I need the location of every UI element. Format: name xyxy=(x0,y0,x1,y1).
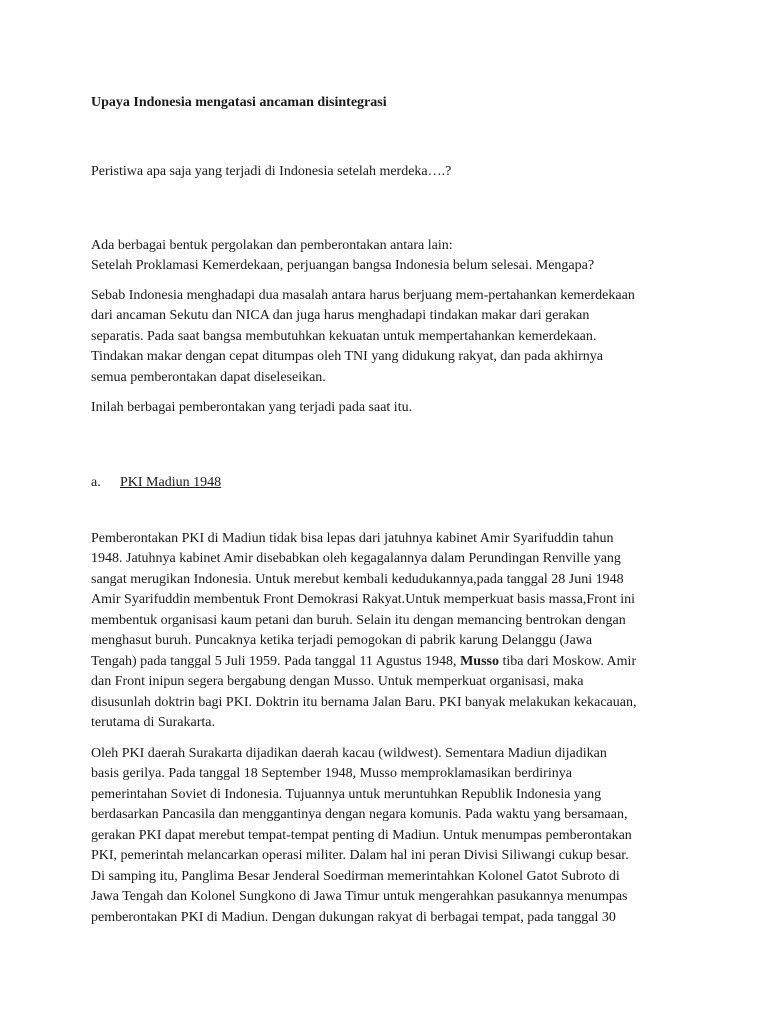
text-line: Sebab Indonesia menghadapi dua masalah antara harus berjuang mem-pertahankan kemerdekaan xyxy=(91,287,635,303)
text-line: disusunlah doktrin bagi PKI. Doktrin itu bernama Jalan Baru. PKI banyak melakukan kekacauan, xyxy=(91,694,637,710)
text-line: Di samping itu, Panglima Besar Jenderal Soedirman memerintahkan Kolonel Gatot Subroto di xyxy=(91,868,620,884)
bold-name-musso: Musso xyxy=(460,653,499,669)
text-line: 1948. Jatuhnya kabinet Amir disebabkan oleh kegagalannya dalam Perundingan Renville yang xyxy=(91,551,621,566)
intro-paragraph xyxy=(91,236,691,277)
text-line: semua pemberontakan dapat diseleseikan. xyxy=(91,369,326,385)
text-line: PKI, pemerintah melancarkan operasi militer. Dalam hal ini peran Divisi Siliwangi cukup besar. xyxy=(91,848,629,863)
text-line: Ada berbagai bentuk pergolakan dan pemberontakan antara lain: xyxy=(91,237,453,253)
text-line: menghasut buruh. Puncaknya ketika terjadi pemogokan di pabrik karung Delanggu (Jawa xyxy=(91,633,593,648)
section-heading-text: PKI Madiun 1948 xyxy=(120,474,222,490)
text-segment: tiba dari Moskow. Amir xyxy=(498,653,637,669)
text-line: berdasarkan Pancasila dan menggantinya dengan negara komunis. Pada waktu yang bersamaan, xyxy=(91,807,628,822)
text-line: Jawa Tengah dan Kolonel Sungkono di Jawa Timur untuk mengerahkan pasukannya menumpas xyxy=(91,889,628,904)
text-line: Tindakan makar dengan cepat ditumpas oleh TNI yang didukung rakyat, dan pada akhirnya xyxy=(91,349,604,364)
text-line: separatis. Pada saat bangsa membutuhkan kekuatan untuk mempertahankan kemerdekaan. xyxy=(91,328,597,344)
reason-paragraph xyxy=(91,286,691,389)
text-line: gerakan PKI dapat merebut tempat-tempat penting di Madiun. Untuk menumpas pemberontakan xyxy=(91,827,632,843)
document-title: Upaya Indonesia mengatasi ancaman disintegrasi xyxy=(91,95,387,110)
text-line: basis gerilya. Pada tanggal 18 September 1948, Musso memproklamasikan berdirinya xyxy=(91,766,572,781)
document-body xyxy=(91,93,691,928)
closing-paragraph: Inilah berbagai pemberontakan yang terjadi pada saat itu. xyxy=(91,400,413,415)
text-line: pemberontakan PKI di Madiun. Dengan dukungan rakyat di berbagai tempat, pada tanggal 30 xyxy=(91,909,616,925)
pki-madiun-paragraph-1 xyxy=(91,529,691,734)
question-paragraph: Peristiwa apa saja yang terjadi di Indonesia setelah merdeka….? xyxy=(91,164,452,179)
text-segment: Tengah) pada tanggal 5 Juli 1959. Pada tanggal 11 Agustus 1948, xyxy=(91,653,461,669)
text-line: dari ancaman Sekutu dan NICA dan juga harus menghadapi tindakan makar dari gerakan xyxy=(91,308,590,323)
section-heading-pki-madiun xyxy=(91,473,691,493)
text-line: Pemberontakan PKI di Madiun tidak bisa lepas dari jatuhnya kabinet Amir Syarifuddin tahun xyxy=(91,530,614,546)
text-line-with-bold xyxy=(91,652,691,673)
text-line: membentuk organisasi kaum petani dan buruh. Selain itu dengan memancing bentrokan dengan xyxy=(91,612,626,628)
list-marker: a. xyxy=(91,474,101,490)
text-line: Oleh PKI daerah Surakarta dijadikan daerah kacau (wildwest). Sementara Madiun dijadikan xyxy=(91,745,607,761)
text-line: sangat merugikan Indonesia. Untuk merebut kembali kedudukannya,pada tanggal 28 Juni 1948 xyxy=(91,571,624,587)
pki-madiun-paragraph-2 xyxy=(91,744,691,929)
text-line: Setelah Proklamasi Kemerdekaan, perjuangan bangsa Indonesia belum selesai. Mengapa? xyxy=(91,258,595,273)
text-line: pemerintahan Soviet di Indonesia. Tujuannya untuk meruntuhkan Republik Indonesia yang xyxy=(91,786,602,802)
text-line: Amir Syarifuddin membentuk Front Demokrasi Rakyat.Untuk memperkuat basis massa,Front ini xyxy=(91,592,635,607)
text-line: terutama di Surakarta. xyxy=(91,715,216,730)
text-line: dan Front inipun segera bergabung dengan Musso. Untuk memperkuat organisasi, maka xyxy=(91,674,584,689)
